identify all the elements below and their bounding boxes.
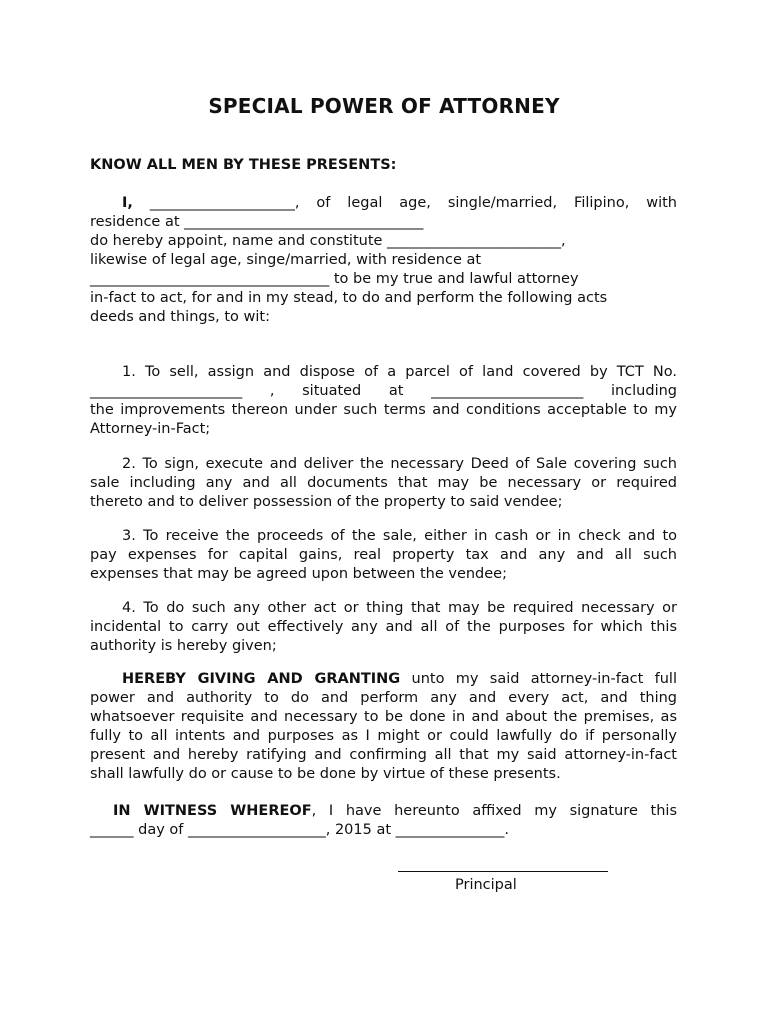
signature-line	[398, 871, 608, 872]
intro-line-7: deeds and things, to wit:	[90, 309, 270, 325]
intro-line-5: _________________________________ to be my true and lawful attorney	[90, 271, 579, 287]
witness-line-1-text: , I have hereunto affixed my signature this	[311, 803, 677, 819]
witness-line-2: ______ day of ___________________, 2015 at _______________.	[90, 822, 509, 838]
granting-heading: HEREBY GIVING AND GRANTING	[122, 671, 401, 687]
intro-principal-label: I,	[122, 195, 133, 211]
granting-line-1	[122, 670, 677, 689]
item-2-line-1: 2. To sign, execute and deliver the necessary Deed of Sale covering such	[122, 456, 677, 472]
item-4-line-3: authority is hereby given;	[90, 638, 277, 654]
intro-line-6: in-fact to act, for and in my stead, to do and perform the following acts	[90, 290, 608, 306]
intro-line-4: likewise of legal age, singe/married, with residence at	[90, 252, 482, 268]
item-1-line-2: _____________________ , situated at _____________________ including	[90, 383, 677, 399]
item-3-line-3: expenses that may be agreed upon between the vendee;	[90, 566, 507, 582]
item-1-line-4: Attorney-in-Fact;	[90, 421, 211, 437]
signature-label: Principal	[455, 877, 517, 893]
item-2-line-2: sale including any and all documents that may be necessary or required	[90, 475, 677, 491]
granting-line-1-text: unto my said attorney-in-fact full	[400, 671, 677, 687]
witness-line-1	[113, 802, 677, 821]
intro-line-3: do hereby appoint, name and constitute ________________________,	[90, 233, 566, 249]
intro-line-2: residence at _________________________________	[90, 214, 424, 230]
item-1-line-1: 1. To sell, assign and dispose of a parcel of land covered by TCT No.	[122, 364, 677, 380]
witness-heading: IN WITNESS WHEREOF	[113, 803, 312, 819]
granting-line-4: fully to all intents and purposes as I might or could lawfully do if personally	[90, 728, 677, 744]
item-4-line-2: incidental to carry out effectively any and all of the purposes for which this	[90, 619, 677, 635]
item-3-line-1: 3. To receive the proceeds of the sale, either in cash or in check and to	[122, 528, 677, 544]
intro-line-1-text: ____________________, of legal age, single/married, Filipino, with	[132, 195, 677, 211]
greeting-heading: KNOW ALL MEN BY THESE PRESENTS:	[90, 157, 397, 173]
intro-line-1	[122, 194, 677, 213]
granting-line-2: power and authority to do and perform any and every act, and thing	[90, 690, 677, 706]
item-2-line-3: thereto and to deliver possession of the property to said vendee;	[90, 494, 563, 510]
item-4-line-1: 4. To do such any other act or thing that may be required necessary or	[122, 600, 677, 616]
granting-line-6: shall lawfully do or cause to be done by virtue of these presents.	[90, 766, 561, 782]
granting-line-3: whatsoever requisite and necessary to be done in and about the premises, as	[90, 709, 677, 725]
item-3-line-2: pay expenses for capital gains, real property tax and any and all such	[90, 547, 677, 563]
item-1-line-3: the improvements thereon under such terms and conditions acceptable to my	[90, 402, 677, 418]
granting-line-5: present and hereby ratifying and confirming all that my said attorney-in-fact	[90, 747, 677, 763]
document-title: SPECIAL POWER OF ATTORNEY	[208, 94, 560, 118]
